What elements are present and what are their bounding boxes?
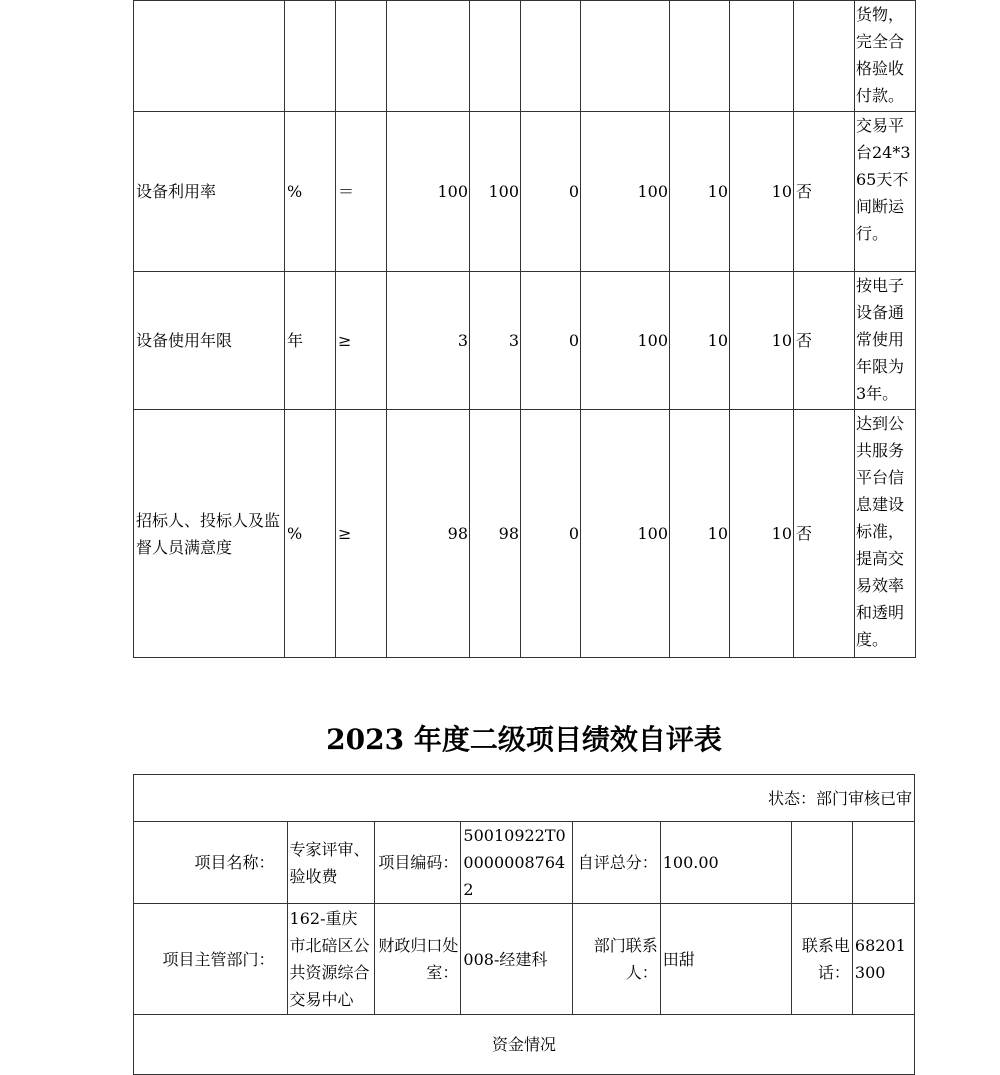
table-row [134, 775, 915, 822]
indicator-rate: 100 [581, 410, 670, 658]
empty-cell [791, 822, 852, 904]
status-text: 状态：部门审核已审 [134, 775, 915, 822]
project-code-value: 50010922T000000087642 [461, 822, 573, 904]
indicator-unit [285, 1, 336, 112]
project-code-label: 项目编码： [375, 822, 461, 904]
indicator-deviation: 0 [521, 272, 581, 410]
indicator-note: 达到公共服务平台信息建设标准，提高交易效率和透明度。 [855, 410, 916, 658]
table-row [134, 272, 916, 410]
indicator-rate: 100 [581, 272, 670, 410]
indicator-note: 货物，完全合格验收付款。 [855, 1, 916, 112]
project-name-value: 专家评审、验收费 [287, 822, 374, 904]
phone-label: 联系电话： [791, 904, 852, 1015]
self-score-label: 自评总分： [573, 822, 660, 904]
project-name-label: 项目名称： [134, 822, 288, 904]
table-row [134, 822, 915, 904]
department-value: 162-重庆市北碚区公共资源综合交易中心 [287, 904, 374, 1015]
indicator-name: 招标人、投标人及监督人员满意度 [134, 410, 285, 658]
indicator-deviation: 0 [521, 410, 581, 658]
indicator-rate [581, 1, 670, 112]
indicator-target: 98 [387, 410, 470, 658]
page-title: 2023 年度二级项目绩效自评表 [326, 723, 722, 756]
table-row [134, 1, 916, 112]
indicator-actual: 98 [470, 410, 521, 658]
indicator-deviation: 0 [521, 112, 581, 272]
performance-indicator-table [133, 0, 916, 658]
indicator-name [134, 1, 285, 112]
indicator-unit: % [285, 410, 336, 658]
indicator-unit: % [285, 112, 336, 272]
phone-value: 68201300 [852, 904, 914, 1015]
indicator-target [387, 1, 470, 112]
indicator-flag [794, 1, 855, 112]
indicator-weight [670, 1, 730, 112]
indicator-operator: ＝ [336, 112, 387, 272]
indicator-score: 10 [730, 272, 794, 410]
funds-heading: 资金情况 [134, 1015, 915, 1075]
indicator-operator: ≥ [336, 272, 387, 410]
contact-value: 田甜 [660, 904, 791, 1015]
table-row [134, 904, 915, 1015]
indicator-target: 3 [387, 272, 470, 410]
indicator-note: 交易平台24*365天不间断运行。 [855, 112, 916, 272]
indicator-deviation [521, 1, 581, 112]
indicator-operator: ≥ [336, 410, 387, 658]
indicator-name: 设备使用年限 [134, 272, 285, 410]
indicator-actual: 100 [470, 112, 521, 272]
project-info-table [133, 774, 915, 1075]
finance-office-value: 008-经建科 [461, 904, 573, 1015]
indicator-weight: 10 [670, 272, 730, 410]
indicator-name: 设备利用率 [134, 112, 285, 272]
empty-cell [852, 822, 914, 904]
self-score-value: 100.00 [660, 822, 791, 904]
indicator-actual: 3 [470, 272, 521, 410]
table-row [134, 112, 916, 272]
indicator-weight: 10 [670, 112, 730, 272]
indicator-flag: 否 [794, 410, 855, 658]
indicator-flag: 否 [794, 112, 855, 272]
finance-office-label: 财政归口处室： [375, 904, 461, 1015]
indicator-operator [336, 1, 387, 112]
table-row [134, 410, 916, 658]
contact-label: 部门联系人： [573, 904, 660, 1015]
indicator-unit: 年 [285, 272, 336, 410]
table-row [134, 1015, 915, 1075]
indicator-target: 100 [387, 112, 470, 272]
indicator-weight: 10 [670, 410, 730, 658]
department-label: 项目主管部门： [134, 904, 288, 1015]
indicator-score: 10 [730, 112, 794, 272]
indicator-rate: 100 [581, 112, 670, 272]
indicator-flag: 否 [794, 272, 855, 410]
indicator-score: 10 [730, 410, 794, 658]
indicator-note: 按电子设备通常使用年限为3年。 [855, 272, 916, 410]
indicator-score [730, 1, 794, 112]
indicator-actual [470, 1, 521, 112]
